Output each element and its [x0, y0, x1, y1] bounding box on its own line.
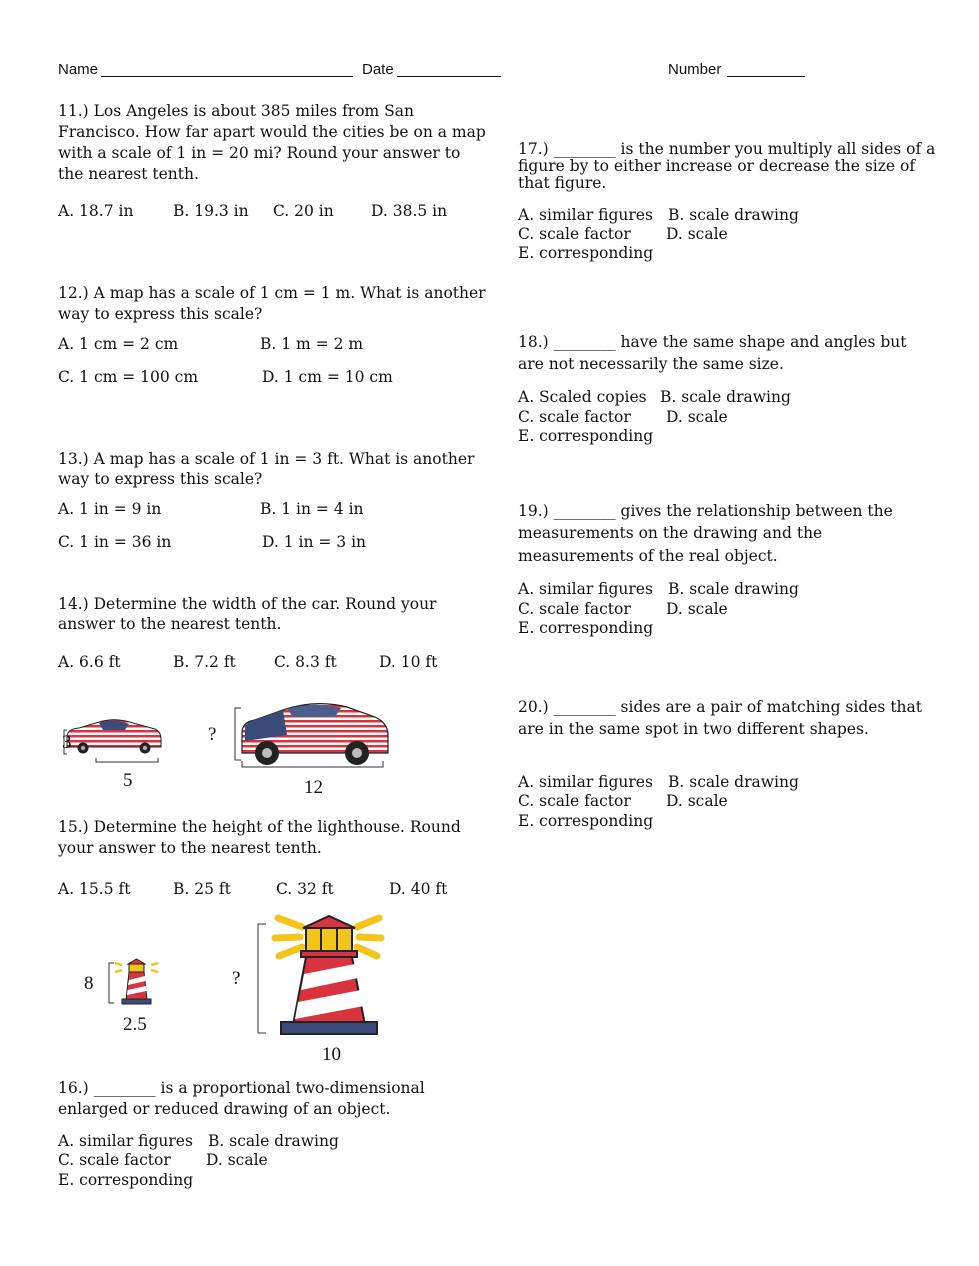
- choice-d[interactable]: D. 1 cm = 10 cm: [262, 368, 393, 386]
- choice-c[interactable]: C. 8.3 ft: [274, 653, 337, 671]
- large-car-icon: [242, 704, 388, 765]
- date-blank[interactable]: [397, 76, 501, 77]
- large-car-height-label: ?: [208, 724, 217, 745]
- small-lighthouse-icon: [115, 959, 158, 1004]
- choice-d[interactable]: D. scale: [666, 408, 728, 426]
- choice-d[interactable]: D. scale: [666, 792, 728, 810]
- choice-b[interactable]: B. 1 m = 2 m: [260, 335, 364, 353]
- question-text: enlarged or reduced drawing of an object.: [58, 1100, 391, 1118]
- question-text: 12.) A map has a scale of 1 cm = 1 m. What is another: [58, 284, 486, 302]
- choice-a[interactable]: A. similar figures: [58, 1132, 193, 1150]
- question-text: answer to the nearest tenth.: [58, 615, 282, 633]
- question-text: 20.) ________ sides are a pair of matching sides that: [518, 698, 922, 716]
- question-text: that figure.: [518, 174, 607, 192]
- choice-c[interactable]: C. scale factor: [518, 408, 631, 426]
- large-car-width-label: 12: [304, 777, 323, 798]
- choice-b[interactable]: B. 19.3 in: [173, 202, 249, 220]
- choice-a[interactable]: A. 1 cm = 2 cm: [58, 335, 179, 353]
- choice-a[interactable]: A. 18.7 in: [58, 202, 134, 220]
- choice-e[interactable]: E. corresponding: [518, 619, 654, 637]
- car-figure: [55, 695, 395, 805]
- choice-b[interactable]: B. scale drawing: [668, 580, 799, 598]
- choice-c[interactable]: C. scale factor: [58, 1151, 171, 1169]
- name-label: Name: [58, 61, 99, 78]
- question-text: 13.) A map has a scale of 1 in = 3 ft. What is another: [58, 450, 475, 468]
- question-text: 15.) Determine the height of the lighthouse. Round: [58, 818, 461, 836]
- choice-c[interactable]: C. 32 ft: [276, 880, 334, 898]
- choice-d[interactable]: D. scale: [206, 1151, 268, 1169]
- question-text: 11.) Los Angeles is about 385 miles from San: [58, 102, 415, 120]
- question-text: the nearest tenth.: [58, 165, 199, 183]
- question-text: 14.) Determine the width of the car. Round your: [58, 595, 437, 613]
- small-lighthouse-width-label: 2.5: [123, 1014, 147, 1035]
- choice-c[interactable]: C. scale factor: [518, 792, 631, 810]
- choice-d[interactable]: D. 10 ft: [379, 653, 438, 671]
- small-lighthouse-height-label: 8: [84, 973, 94, 994]
- choice-e[interactable]: E. corresponding: [518, 427, 654, 445]
- date-label: Date: [362, 61, 394, 78]
- small-car-height-label: 3: [62, 732, 72, 753]
- large-lighthouse-width-label: 10: [322, 1044, 341, 1065]
- choice-e[interactable]: E. corresponding: [518, 244, 654, 262]
- choice-b[interactable]: B. 25 ft: [173, 880, 231, 898]
- choice-e[interactable]: E. corresponding: [518, 812, 654, 830]
- question-text: 18.) ________ have the same shape and angles but: [518, 333, 907, 351]
- question-text: are not necessarily the same size.: [518, 355, 784, 373]
- choice-d[interactable]: D. 1 in = 3 in: [262, 533, 367, 551]
- choice-b[interactable]: B. scale drawing: [668, 206, 799, 224]
- choice-a[interactable]: A. 1 in = 9 in: [58, 500, 162, 518]
- choice-d[interactable]: D. 38.5 in: [371, 202, 448, 220]
- small-car-width-bracket: [96, 758, 158, 762]
- choice-b[interactable]: B. scale drawing: [208, 1132, 339, 1150]
- question-text: measurements of the real object.: [518, 547, 778, 565]
- question-text: 17.) ________ is the number you multiply all sides of a: [518, 140, 936, 158]
- choice-c[interactable]: C. scale factor: [518, 600, 631, 618]
- choice-a[interactable]: A. similar figures: [518, 773, 653, 791]
- choice-a[interactable]: A. Scaled copies: [518, 388, 647, 406]
- choice-a[interactable]: A. 15.5 ft: [58, 880, 131, 898]
- small-car-width-label: 5: [123, 770, 133, 791]
- choice-b[interactable]: B. 7.2 ft: [173, 653, 236, 671]
- choice-d[interactable]: D. scale: [666, 600, 728, 618]
- name-blank[interactable]: [101, 76, 353, 77]
- question-text: way to express this scale?: [58, 470, 263, 488]
- question-text: your answer to the nearest tenth.: [58, 839, 322, 857]
- choice-a[interactable]: A. similar figures: [518, 580, 653, 598]
- question-text: figure by to either increase or decrease the size of: [518, 157, 916, 175]
- large-lighthouse-height-label: ?: [232, 968, 241, 989]
- choice-a[interactable]: A. similar figures: [518, 206, 653, 224]
- number-label: Number: [668, 61, 722, 78]
- choice-b[interactable]: B. 1 in = 4 in: [260, 500, 364, 518]
- choice-a[interactable]: A. 6.6 ft: [58, 653, 121, 671]
- choice-c[interactable]: C. 20 in: [273, 202, 334, 220]
- choice-b[interactable]: B. scale drawing: [668, 773, 799, 791]
- question-text: Francisco. How far apart would the cities be on a map: [58, 123, 486, 141]
- question-text: with a scale of 1 in = 20 mi? Round your answer to: [58, 144, 461, 162]
- question-text: are in the same spot in two different shapes.: [518, 720, 869, 738]
- large-lighthouse-height-bracket: [258, 924, 266, 1033]
- choice-c[interactable]: C. 1 cm = 100 cm: [58, 368, 199, 386]
- choice-b[interactable]: B. scale drawing: [660, 388, 791, 406]
- question-text: measurements on the drawing and the: [518, 524, 823, 542]
- choice-c[interactable]: C. scale factor: [518, 225, 631, 243]
- lighthouse-figure: [75, 910, 395, 1070]
- question-text: 19.) ________ gives the relationship between the: [518, 502, 893, 520]
- choice-c[interactable]: C. 1 in = 36 in: [58, 533, 172, 551]
- large-lighthouse-icon: [275, 916, 381, 1034]
- choice-d[interactable]: D. 40 ft: [389, 880, 448, 898]
- choice-e[interactable]: E. corresponding: [58, 1171, 194, 1189]
- small-lighthouse-height-bracket: [109, 963, 114, 1003]
- question-text: 16.) ________ is a proportional two-dimensional: [58, 1079, 425, 1097]
- small-car-icon: [67, 720, 161, 754]
- choice-d[interactable]: D. scale: [666, 225, 728, 243]
- number-blank[interactable]: [727, 76, 805, 77]
- large-car-height-bracket: [235, 708, 241, 760]
- question-text: way to express this scale?: [58, 305, 263, 323]
